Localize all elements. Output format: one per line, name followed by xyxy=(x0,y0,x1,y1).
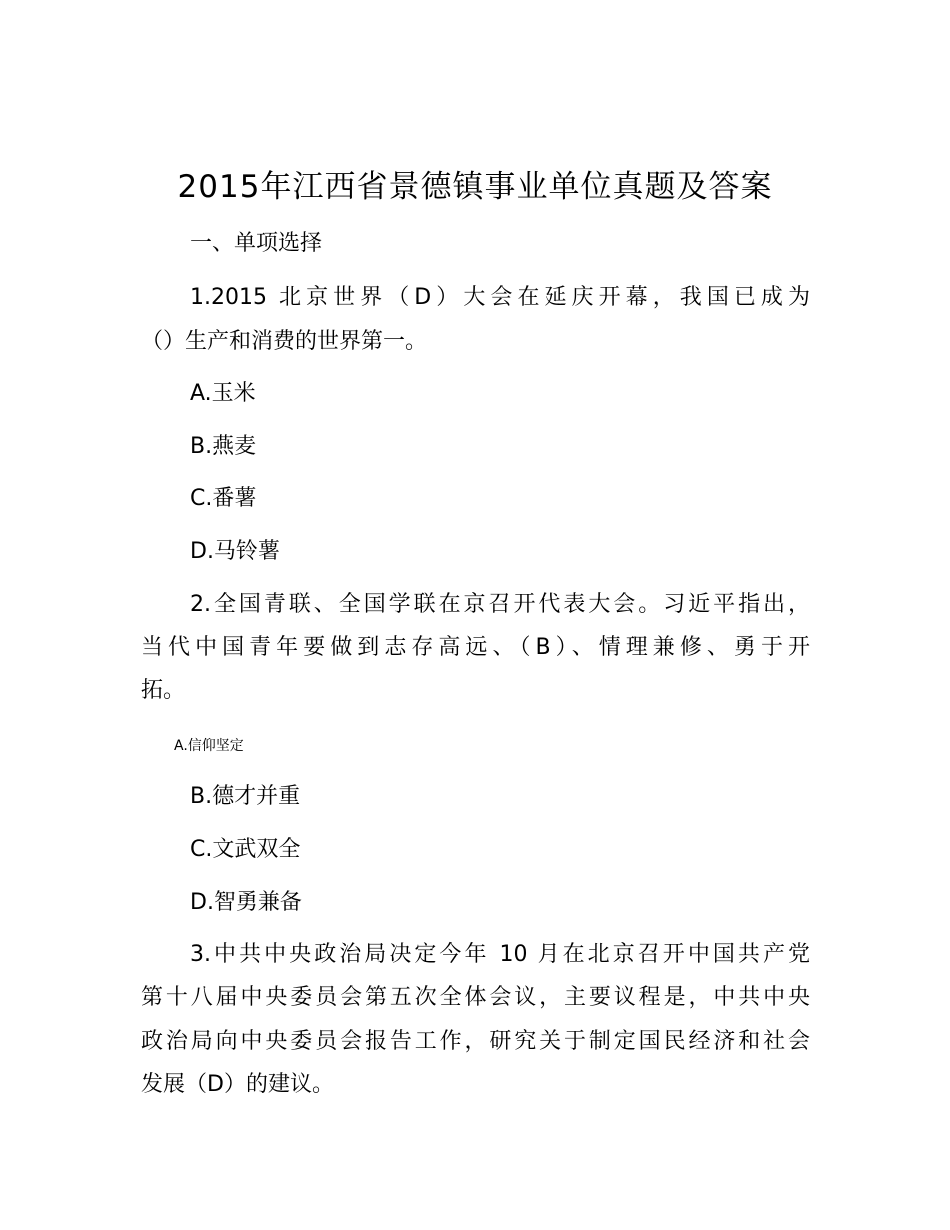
question-2-option-a: A.信仰坚定 xyxy=(174,738,244,754)
question-2-option-d: D.智勇兼备 xyxy=(190,890,302,915)
question-1-option-c: C.番薯 xyxy=(190,486,257,511)
question-3-line-1: 3.中共中央政治局决定今年 10 月在北京召开中国共产党 xyxy=(190,942,810,967)
question-2-line-1: 2.全国青联、全国学联在京召开代表大会。习近平指出， xyxy=(190,592,810,617)
question-1-option-b: B.燕麦 xyxy=(190,434,257,459)
question-1-line-1: 1.2015 北京世界（D）大会在延庆开幕，我国已成为 xyxy=(190,285,810,310)
page-title: 2015年江西省景德镇事业单位真题及答案 xyxy=(177,169,773,205)
question-1-option-a: A.玉米 xyxy=(190,381,256,406)
question-3-line-3: 政治局向中央委员会报告工作，研究关于制定国民经济和社会 xyxy=(141,1029,810,1054)
section-heading: 一、单项选择 xyxy=(190,231,323,256)
question-1-line-2: （）生产和消费的世界第一。 xyxy=(141,329,428,354)
question-2-option-b: B.德才并重 xyxy=(190,784,301,809)
question-3-line-4: 发展（D）的建议。 xyxy=(141,1072,334,1097)
question-2-line-2: 当代中国青年要做到志存高远、（B）、情理兼修、勇于开 xyxy=(141,635,810,660)
question-3-line-2: 第十八届中央委员会第五次全体会议，主要议程是，中共中央 xyxy=(141,985,810,1010)
question-1-option-d: D.马铃薯 xyxy=(190,539,280,564)
question-2-option-c: C.文武双全 xyxy=(190,837,301,862)
question-2-line-3: 拓。 xyxy=(141,678,186,703)
